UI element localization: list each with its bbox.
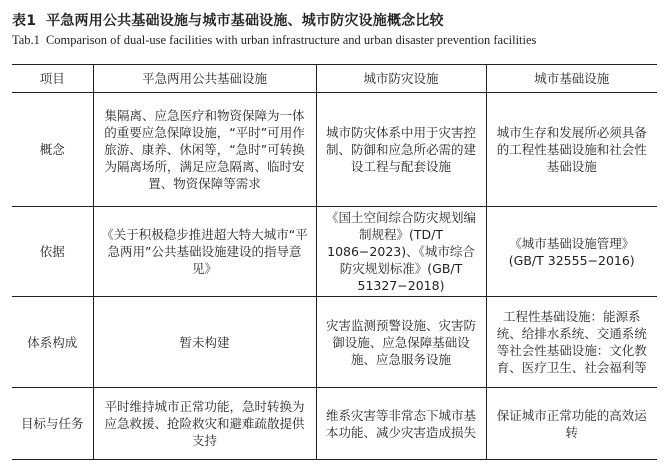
cell-dual-use: 暂未构建 xyxy=(93,297,316,388)
header-infrastructure: 城市基础设施 xyxy=(486,65,657,93)
cell-item: 概念 xyxy=(12,93,93,207)
table-header-row xyxy=(12,65,657,93)
cell-disaster-prevention: 《国土空间综合防灾规划编制规程》(TD/T 1086−2023)、《城市综合防灾规划标准》(GB/T 51327−2018) xyxy=(316,207,486,297)
cell-dual-use: 《关于积极稳步推进超大特大城市“平急两用”公共基础设施建设的指导意见》 xyxy=(93,207,316,297)
cell-infrastructure: 城市生存和发展所必须具备的工程性基础设施和社会性基础设施 xyxy=(486,93,657,207)
table-number-cn: 表1 xyxy=(12,13,37,29)
table-row xyxy=(12,207,657,297)
table-number-en: Tab.1 xyxy=(12,33,40,47)
cell-infrastructure: 工程性基础设施：能源系统、给排水系统、交通系统等社会性基础设施：文化教育、医疗卫生、社会福利等 xyxy=(486,297,657,388)
cell-item: 体系构成 xyxy=(12,297,93,388)
cell-item: 依据 xyxy=(12,207,93,297)
cell-disaster-prevention: 灾害监测预警设施、灾害防御设施、应急保障基础设施、应急服务设施 xyxy=(316,297,486,388)
table-caption-cn xyxy=(12,10,444,30)
cell-disaster-prevention: 维系灾害等非常态下城市基本功能、减少灾害造成损失 xyxy=(316,388,486,460)
comparison-table xyxy=(12,64,657,460)
cell-dual-use: 集隔离、应急医疗和物资保障为一体的重要应急保障设施，“平时”可用作旅游、康养、休闲等，“急时”可转换为隔离场所，满足应急隔离、临时安置、物资保障等需求 xyxy=(93,93,316,207)
cell-disaster-prevention: 城市防灾体系中用于灾害控制、防御和应急所必需的建设工程与配套设施 xyxy=(316,93,486,207)
cell-dual-use: 平时维持城市正常功能，急时转换为应急救援、抢险救灾和避难疏散提供支持 xyxy=(93,388,316,460)
cell-infrastructure: 保证城市正常功能的高效运转 xyxy=(486,388,657,460)
header-item: 项目 xyxy=(12,65,93,93)
table-caption-en xyxy=(12,33,536,48)
cell-item: 目标与任务 xyxy=(12,388,93,460)
header-disaster-prevention: 城市防灾设施 xyxy=(316,65,486,93)
header-dual-use: 平急两用公共基础设施 xyxy=(93,65,316,93)
table-title-en: Comparison of dual-use facilities with urban infrastructure and urban disaster prevention facilities xyxy=(45,33,537,47)
cell-infrastructure: 《城市基础设施管理》(GB/T 32555−2016) xyxy=(486,207,657,297)
table-row xyxy=(12,388,657,460)
table-row xyxy=(12,297,657,388)
table-row xyxy=(12,93,657,207)
table-title-cn: 平急两用公共基础设施与城市基础设施、城市防灾设施概念比较 xyxy=(46,13,444,29)
